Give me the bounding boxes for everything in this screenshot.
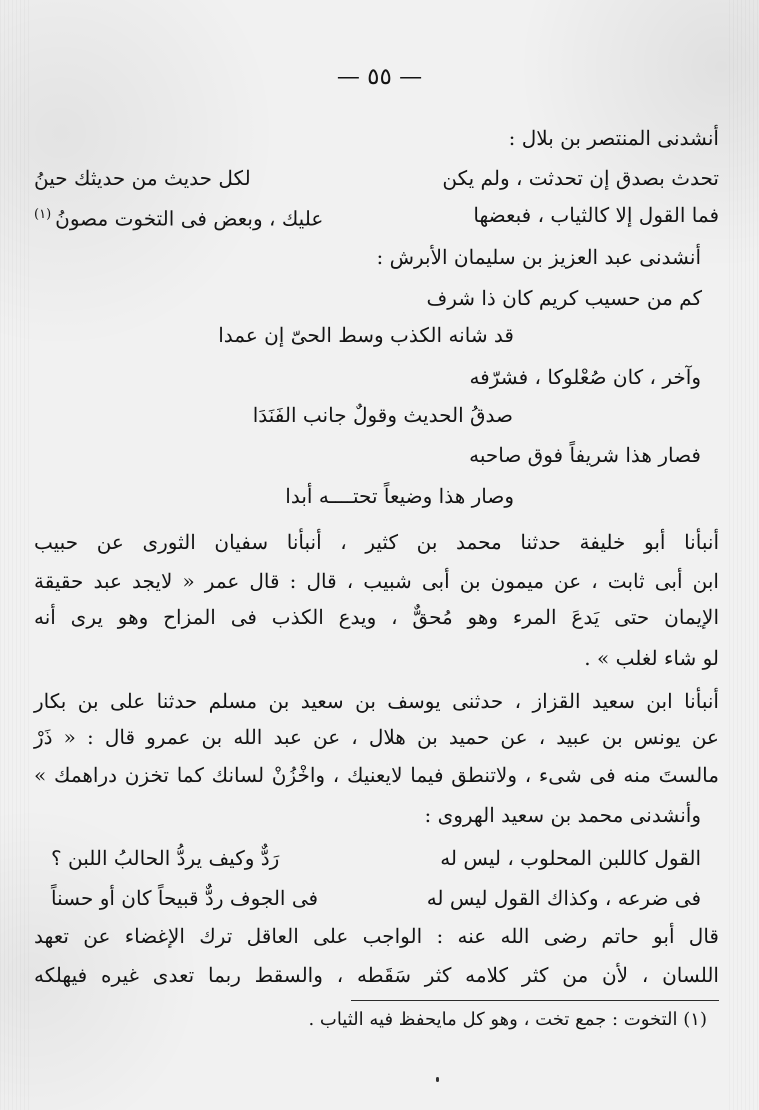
verse-2-first-hemistich: فما القول إلا كالثياب ، فبعضها xyxy=(473,203,719,227)
paragraph-3-line-2: اللسان ، لأن من كثر كلامه كثر سَقَطه ، والسقط ربما تعدى غيره فيهلكه xyxy=(34,963,719,987)
verse-3-first-hemistich: القول كاللبن المحلوب ، ليس له xyxy=(440,846,701,870)
page-number: — ٥٥ — xyxy=(336,64,423,90)
verse-pair-4 xyxy=(51,884,701,912)
paragraph-1-line-1: أنبأنا أبو خليفة حدثنا محمد بن كثير ، أنبأنا سفيان الثورى عن حبيب xyxy=(34,530,719,554)
line-intro-3: وأنشدنى محمد بن سعيد الهروى : xyxy=(424,803,701,827)
verse-pair-2 xyxy=(34,201,719,229)
scan-edge-left xyxy=(0,0,30,1110)
verse-3-second-hemistich: رَدٌّ وكيف يردُّ الحالبُ اللبن ؟ xyxy=(51,846,280,870)
poem-line-6: وصار هذا وضيعاً تحتــــه أبدا xyxy=(285,484,514,508)
footnote: (١) التخوت : جمع تخت ، وهو كل مايحفظ فيه الثياب . xyxy=(308,1009,707,1030)
footnote-separator xyxy=(351,1000,719,1001)
verse-pair-1 xyxy=(34,164,719,192)
paragraph-3-line-1: قال أبو حاتم رضى الله عنه : الواجب على العاقل ترك الإغضاء عن تعهد xyxy=(34,924,719,948)
verse-4-second-hemistich: فى الجوف ردٌّ قبيحاً كان أو حسناً xyxy=(51,886,319,910)
paragraph-1-line-3: الإيمان حتى يَدعَ المرء وهو مُحقٌّ ، ويدع الكذب فى المزاح وهو يرى أنه xyxy=(34,605,719,629)
scan-edge-right xyxy=(729,0,759,1110)
line-intro-2: أنشدنى عبد العزيز بن سليمان الأبرش : xyxy=(376,245,701,269)
poem-line-2: قد شانه الكذب وسط الحىّ إن عمدا xyxy=(218,323,514,347)
verse-4-first-hemistich: فى ضرعه ، وكذاك القول ليس له xyxy=(426,886,701,910)
verse-2-second-text: عليك ، وبعض فى التخوت مصونُ xyxy=(55,206,324,231)
paragraph-2-line-1: أنبأنا ابن سعيد القزاز ، حدثنى يوسف بن سعيد بن مسلم حدثنا على بن بكار xyxy=(34,689,719,713)
ink-speck xyxy=(436,1077,439,1082)
poem-line-5: فصار هذا شريفاً فوق صاحبه xyxy=(469,443,701,467)
poem-line-1: كم من حسيب كريم كان ذا شرف xyxy=(426,286,702,310)
verse-1-first-hemistich: تحدث بصدق إن تحدثت ، ولم يكن xyxy=(442,166,719,190)
paragraph-1-line-4: لو شاء لغلب » . xyxy=(584,646,719,670)
verse-pair-3 xyxy=(51,844,701,872)
paragraph-1-line-2: ابن أبى ثابت ، عن ميمون بن أبى شبيب ، قال : قال عمر « لايجد عبد حقيقة xyxy=(34,569,719,593)
poem-line-3: وآخر ، كان صُعْلوكا ، فشرّفه xyxy=(469,365,701,389)
poem-line-4: صدقُ الحديث وقولٌ جانب الفَنَدَا xyxy=(252,403,513,427)
paragraph-2-line-2: عن يونس بن عبيد ، عن حميد بن هلال ، عن عبد الله بن عمرو قال : « ذَرْ xyxy=(34,725,719,749)
verse-2-second-hemistich xyxy=(34,201,323,233)
verse-1-second-hemistich: لكل حديث من حديثك حينُ xyxy=(34,166,251,190)
line-intro-1: أنشدنى المنتصر بن بلال : xyxy=(508,126,719,150)
paragraph-2-line-3: مالستَ منه فى شىء ، ولاتنطق فيما لايعنيك ، واخْزُنْ لسانك كما تخزن دراهمك » xyxy=(34,763,719,787)
footnote-marker: (١) xyxy=(34,207,52,222)
